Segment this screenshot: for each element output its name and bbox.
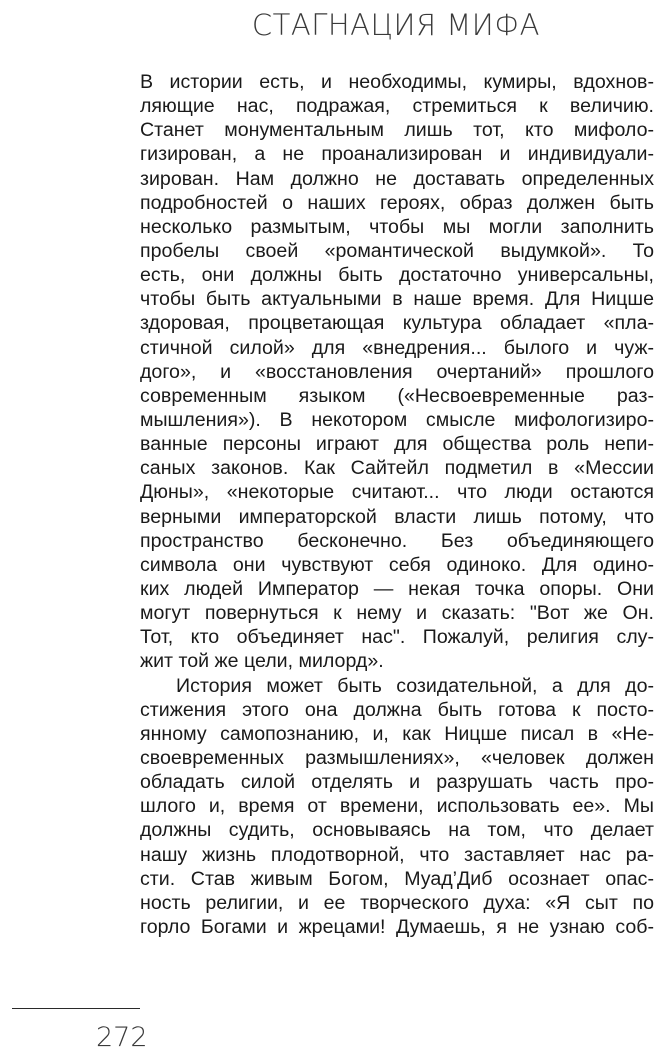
text-line: мышления»). В некотором смысле мифологизиро- xyxy=(140,408,654,431)
text-line: стижения этого она должна быть готова к посто- xyxy=(140,698,654,721)
text-line: пространство бесконечно. Без объединяющего xyxy=(140,529,654,552)
text-line: ванные персоны играют для общества роль непи- xyxy=(140,433,654,456)
text-line: саных законов. Как Сайтейл подметил в «Мессии xyxy=(140,457,654,480)
text-line: есть, они должны быть достаточно универсальны, xyxy=(140,264,654,287)
text-line: Дюны», «некоторые считают... что люди остаются xyxy=(140,481,654,504)
running-head: СТАГНАЦИЯ МИФА xyxy=(251,8,540,42)
text-line: ких людей Император — некая точка опоры. Они xyxy=(140,577,654,600)
text-line: зирован. Нам должно не доставать определенных xyxy=(140,167,654,190)
text-line: шлого и, время от времени, использовать ее». Мы xyxy=(140,795,654,818)
text-line: несколько размытым, чтобы мы могли заполнить xyxy=(140,215,654,238)
text-line: подробностей о наших героях, образ должен быть xyxy=(140,191,654,214)
paragraph-2 xyxy=(140,674,654,940)
text-line: могут повернуться к нему и сказать: "Вот же Он. xyxy=(140,602,654,625)
text-line: янному самопознанию, и, как Ницше писал в «Не- xyxy=(140,722,654,745)
text-line: жит той же цели, милорд». xyxy=(140,650,384,673)
text-line: Тот, кто объединяет нас". Пожалуй, религия слу- xyxy=(140,626,654,649)
body-text xyxy=(140,70,654,939)
text-line: пробелы своей «романтической выдумкой». То xyxy=(140,239,654,262)
text-line: сти. Став живым Богом, Муад’Диб осознает опас- xyxy=(140,867,654,890)
text-line: стичной силой» для «внедрения... былого и чуж- xyxy=(140,336,654,359)
text-line: ность религии, и ее творческого духа: «Я сыт по xyxy=(140,891,654,914)
paragraph-1 xyxy=(140,70,654,674)
text-line: История может быть созидательной, а для до- xyxy=(176,674,654,697)
text-line: современным языком («Несвоевременные раз- xyxy=(140,384,654,407)
text-line: должны судить, основываясь на том, что делает xyxy=(140,819,654,842)
text-line: нашу жизнь плодотворной, что заставляет нас ра- xyxy=(140,843,654,866)
text-line: Станет монументальным лишь тот, кто мифоло- xyxy=(140,119,654,142)
text-line: гизирован, а не проанализирован и индивидуали- xyxy=(140,143,654,166)
text-line: символа они чувствуют себя одиноко. Для одино- xyxy=(140,553,654,576)
footer-rule xyxy=(12,1008,140,1009)
page-number: 272 xyxy=(96,1022,148,1053)
text-line: чтобы быть актуальными в наше время. Для Ницше xyxy=(140,288,654,311)
text-line: обладать силой отделять и разрушать часть про- xyxy=(140,771,654,794)
text-line: верными императорской власти лишь потому, что xyxy=(140,505,654,528)
text-line: ляющие нас, подражая, стремиться к величию. xyxy=(140,95,654,118)
text-line: горло Богами и жрецами! Думаешь, я не узнаю соб- xyxy=(140,915,654,938)
text-line: здоровая, процветающая культура обладает «пла- xyxy=(140,312,654,335)
text-line: своевременных размышлениях», «человек должен xyxy=(140,746,654,769)
text-line: дого», и «восстановления очертаний» прошлого xyxy=(140,360,654,383)
text-line: В истории есть, и необходимы, кумиры, вдохнов- xyxy=(140,71,654,93)
